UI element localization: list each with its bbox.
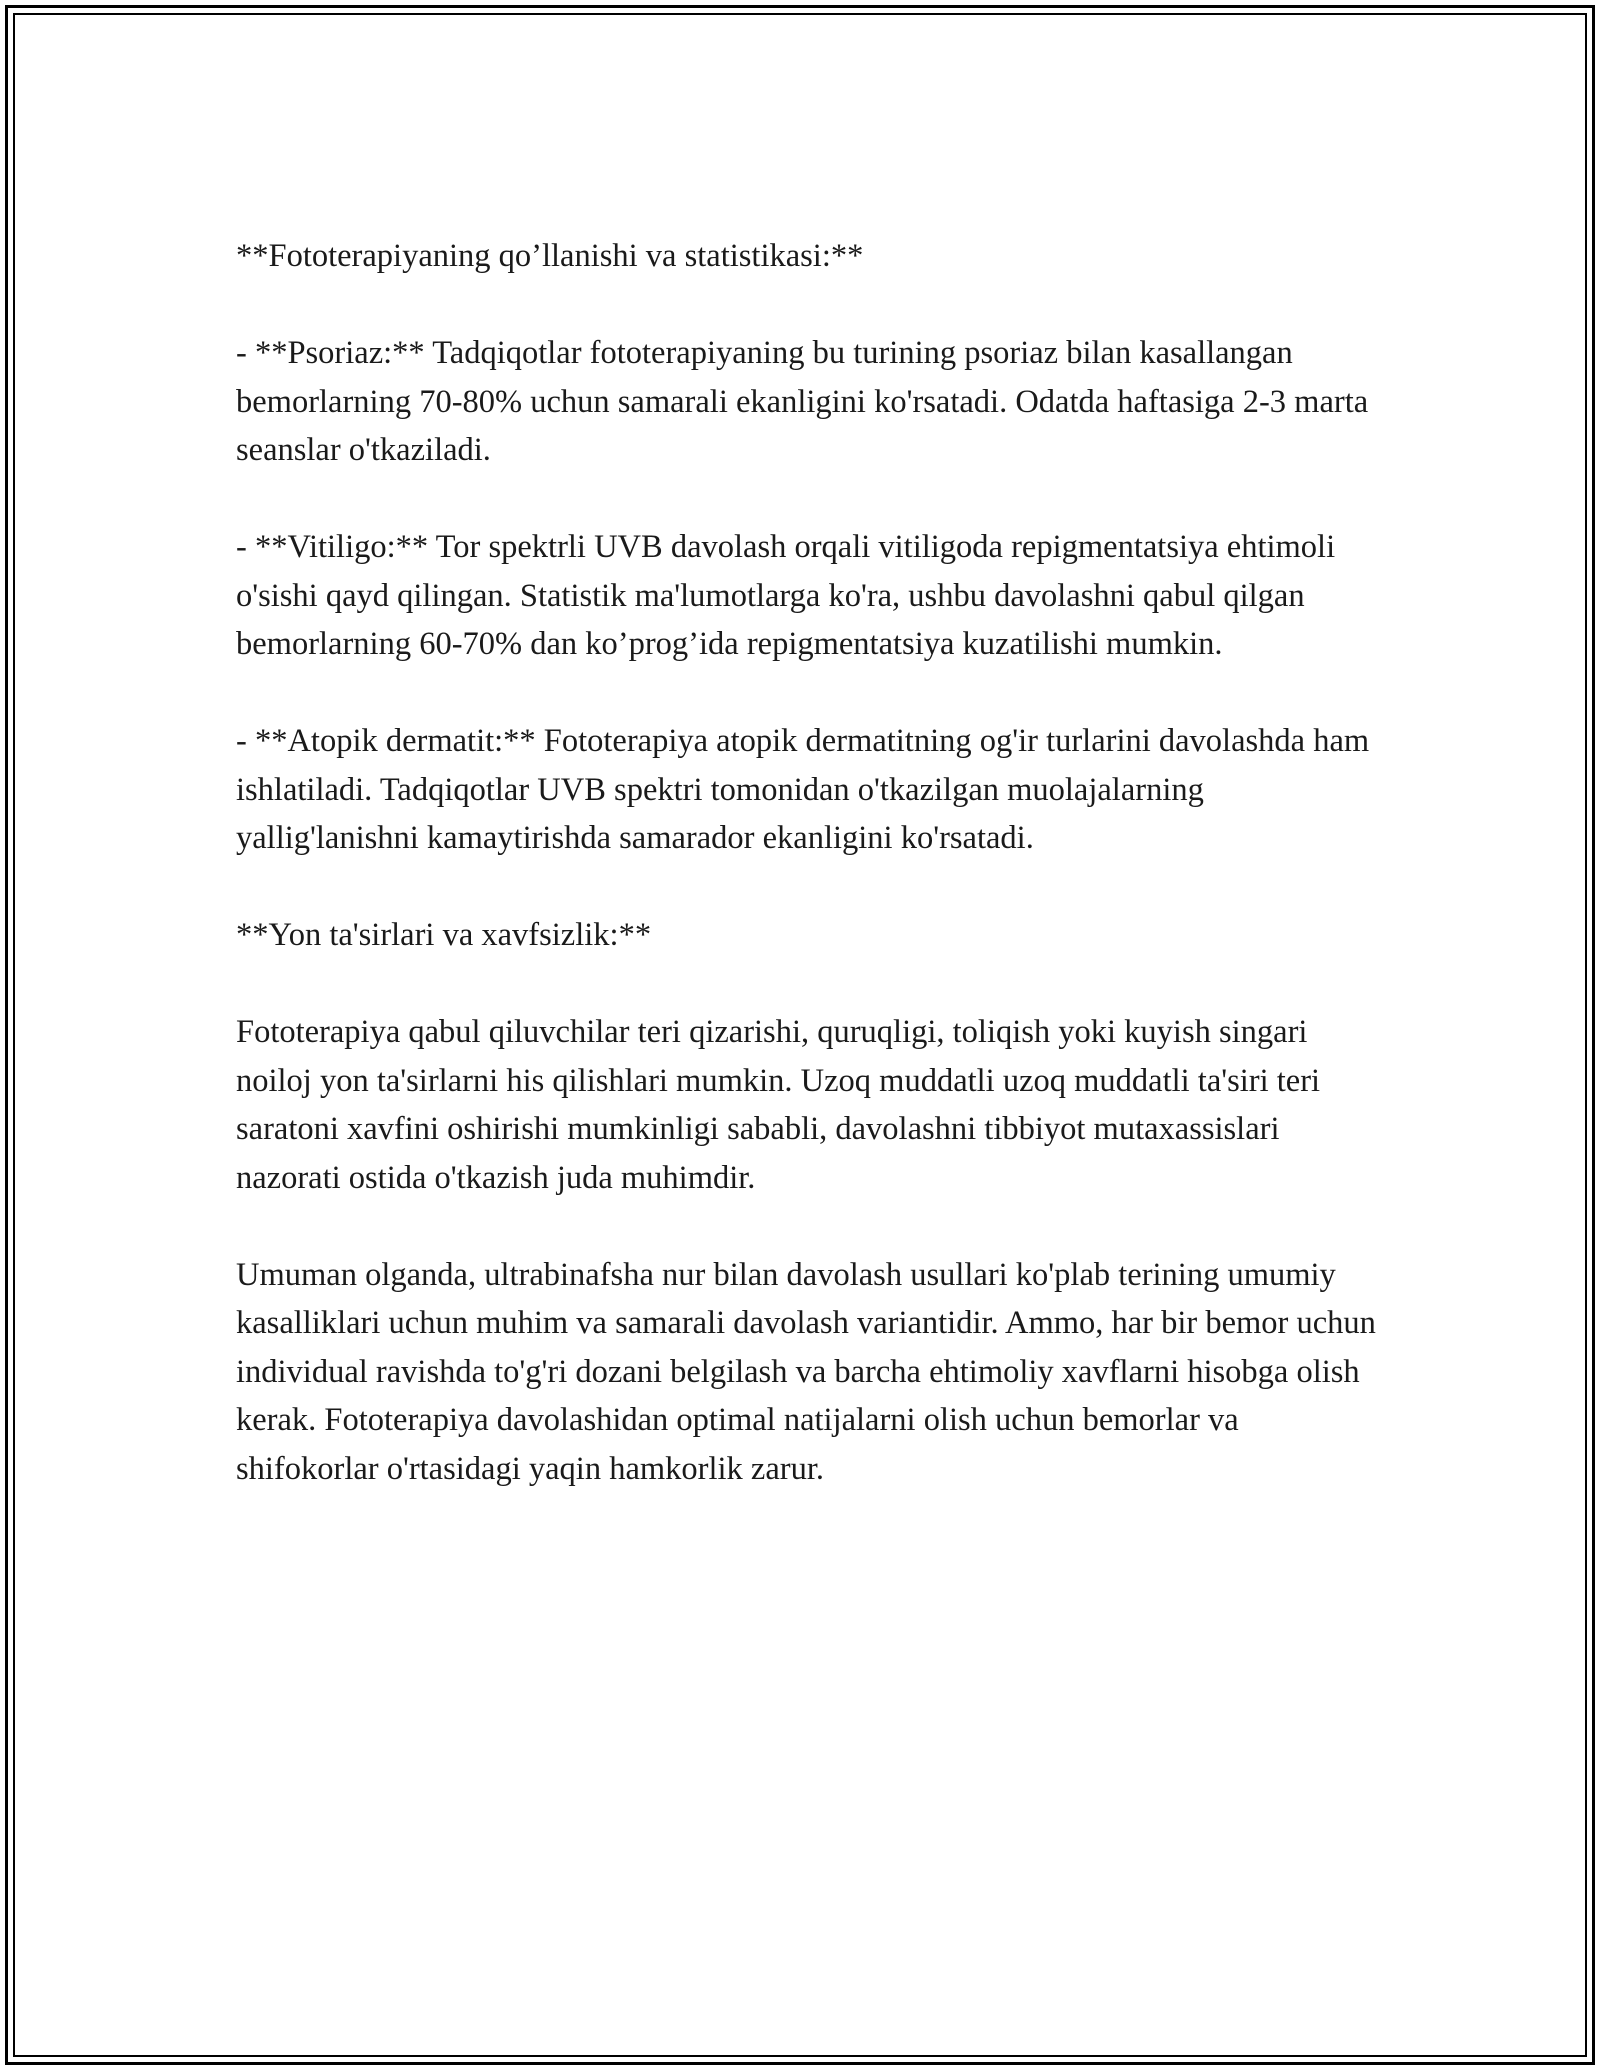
paragraph-psoriaz: - **Psoriaz:** Tadqiqotlar fototerapiyaning bu turining psoriaz bilan kasallangan bemorlarning 70-80% uchun samarali ekanligini ko'rsatadi. Odatda haftasiga 2-3 marta seanslar o'tkaziladi.: [236, 335, 1369, 468]
section-heading-side-effects: **Yon ta'sirlari va xavfsizlik:**: [236, 917, 652, 953]
section-heading-usage-statistics: **Fototerapiyaning qo’llanishi va statistikasi:**: [236, 238, 864, 274]
paragraph-side-effects: Fototerapiya qabul qiluvchilar teri qizarishi, quruqligi, toliqish yoki kuyish singari noiloj yon ta'sirlarni his qilishlari mumkin. Uzoq muddatli uzoq muddatli ta'siri teri saratoni xavfini oshirishi mumkinligi sababli, davolashni tibbiyot mutaxassislari nazorati ostida o'tkazish juda muhimdir.: [236, 1014, 1321, 1196]
document-body: [236, 232, 1386, 1493]
paragraph-atopik-dermatit: - **Atopik dermatit:** Fototerapiya atopik dermatitning og'ir turlarini davolashda ham ishlatiladi. Tadqiqotlar UVB spektri tomonidan o'tkazilgan muolajalarning yallig'lanishni kamaytirishda samarador ekanligini ko'rsatadi.: [236, 723, 1370, 856]
paragraph-conclusion: Umuman olganda, ultrabinafsha nur bilan davolash usullari ko'plab terining umumiy kasalliklari uchun muhim va samarali davolash variantidir. Ammo, har bir bemor uchun individual ravishda to'g'ri dozani belgilash va barcha ehtimoliy xavflarni hisobga olish kerak. Fototerapiya davolashidan optimal natijalarni olish uchun bemorlar va shifokorlar o'rtasidagi yaqin hamkorlik zarur.: [236, 1256, 1376, 1487]
paragraph-vitiligo: - **Vitiligo:** Tor spektrli UVB davolash orqali vitiligoda repigmentatsiya ehtimoli o'sishi qayd qilingan. Statistik ma'lumotlarga ko'ra, ushbu davolashni qabul qilgan bemorlarning 60-70% dan ko’prog’ida repigmentatsiya kuzatilishi mumkin.: [236, 529, 1336, 662]
